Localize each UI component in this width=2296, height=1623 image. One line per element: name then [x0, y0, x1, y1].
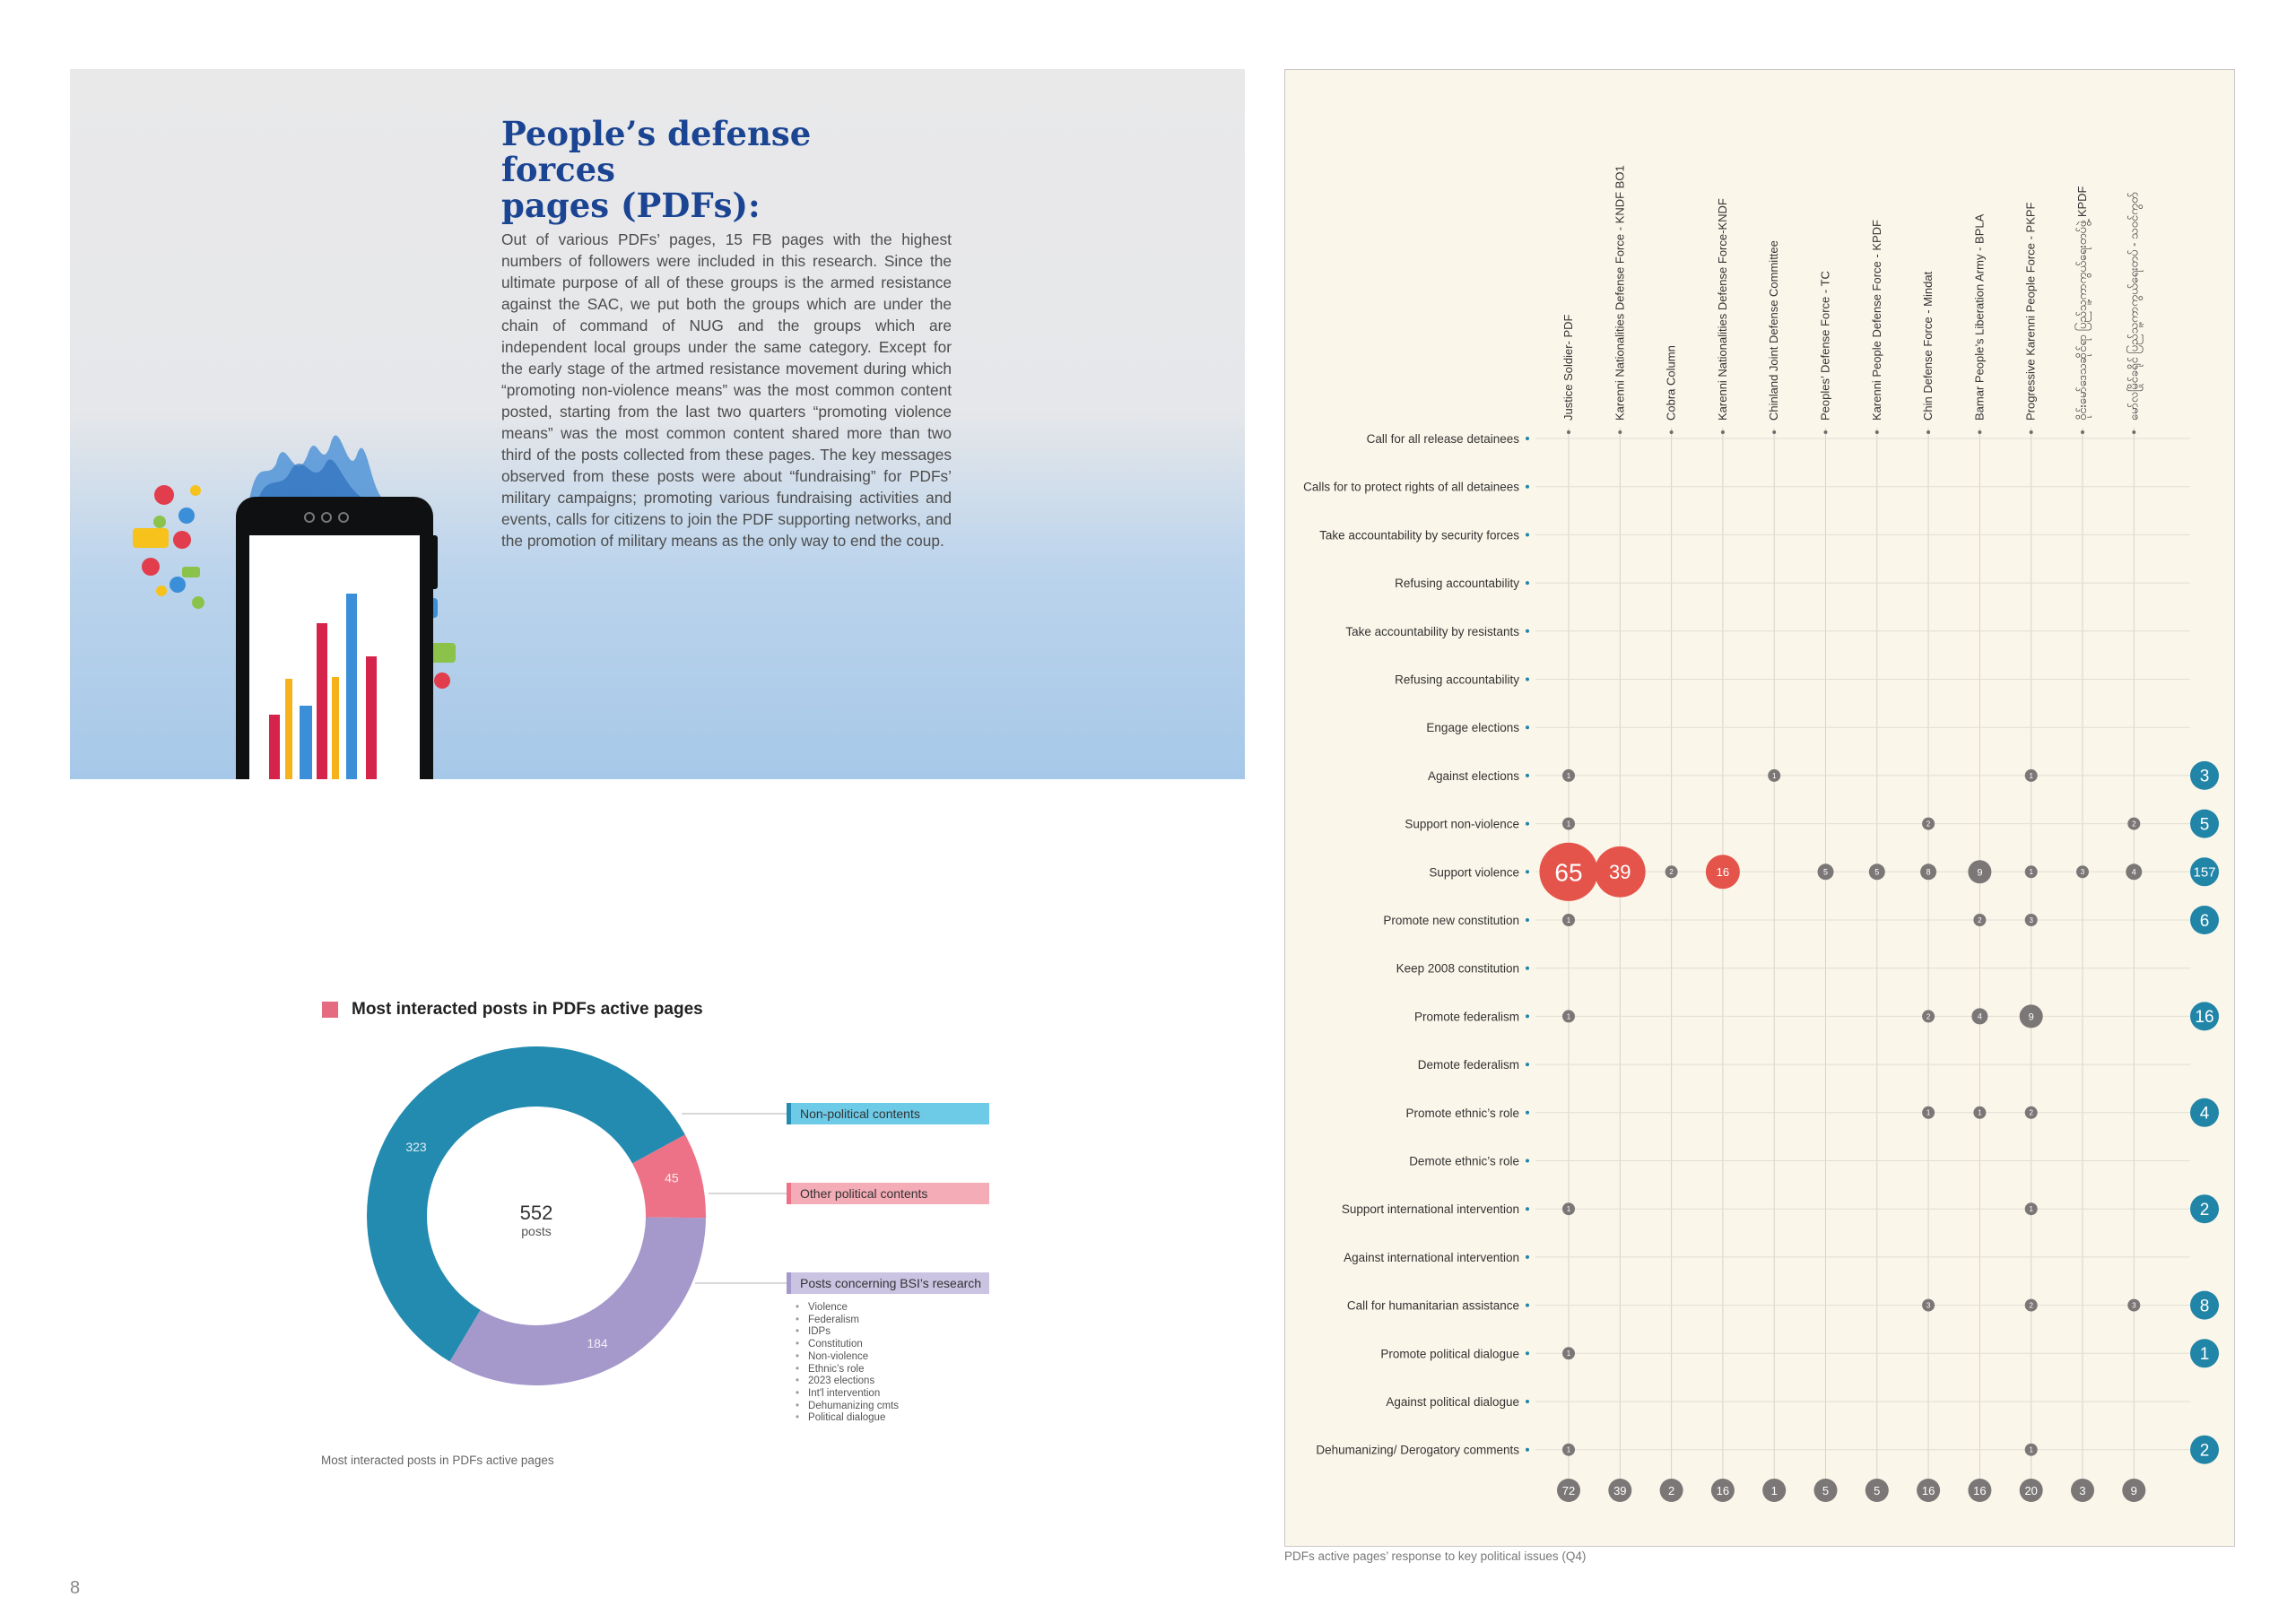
row-label: Take accountability by security forces	[1319, 528, 1519, 542]
page-number: 8	[70, 1578, 81, 1598]
cell-value: 1	[1926, 1108, 1931, 1117]
bsi-topic-item: • Federalism	[796, 1315, 899, 1327]
bsi-topic-item: • Non-violence	[796, 1351, 899, 1364]
row-label: Support non-violence	[1405, 817, 1519, 831]
row-label: Calls for to protect rights of all detainees	[1303, 480, 1519, 494]
column-header: Karenni People Defense Force - KPDF	[1869, 220, 1883, 421]
row-label: Take accountability by resistants	[1345, 624, 1519, 638]
row-total-value: 16	[2195, 1008, 2214, 1028]
bsi-topic-item: • Dehumanizing cmts	[796, 1401, 899, 1413]
bsi-topic-item: • Constitution	[796, 1339, 899, 1351]
row-label: Promote federalism	[1413, 1010, 1519, 1024]
cell-value: 1	[2029, 771, 2033, 780]
callout-non-political	[787, 1103, 989, 1124]
donut-value-label: 184	[587, 1336, 608, 1350]
column-total-value: 9	[2130, 1484, 2137, 1497]
bsi-topic-item: • Ethnic’s role	[796, 1364, 899, 1376]
cell-value: 9	[2028, 1011, 2034, 1023]
column-total-value: 5	[1874, 1484, 1881, 1497]
cell-value: 16	[1716, 864, 1730, 879]
cell-value: 5	[1822, 867, 1829, 877]
callout-label: Other political contents	[800, 1186, 928, 1201]
row-total-value: 2	[2199, 1441, 2210, 1461]
column-total-value: 72	[1561, 1484, 1576, 1497]
cell-value: 5	[1874, 867, 1880, 877]
social-icons-left	[133, 485, 204, 609]
legend-swatch	[322, 1002, 338, 1018]
row-label: Call for all release detainees	[1366, 432, 1519, 446]
cell-value: 8	[1926, 867, 1931, 877]
column-header: Karenni Nationalities Defense Force-KNDF	[1715, 198, 1729, 421]
cell-value: 1	[2029, 868, 2033, 877]
cell-value: 2	[1926, 1012, 1931, 1021]
cell-value: 2	[1669, 868, 1674, 877]
column-header: ဝိုင်းမော်ဒေသဆိုင်ရာ ပြည်သူ့ကာကွယ်ရေးတပ်ဖွဲ့ KPDF	[2075, 186, 2089, 421]
cell-value: 1	[1566, 820, 1571, 829]
donut-legend	[322, 1000, 703, 1020]
column-total-value: 16	[1921, 1484, 1935, 1497]
column-total-value: 3	[2079, 1484, 2086, 1497]
callout-bsi-research	[787, 1272, 989, 1294]
cell-value: 65	[1554, 858, 1583, 887]
donut-segment	[450, 1217, 706, 1385]
donut-total-unit: posts	[521, 1224, 552, 1238]
column-header: Justice Soldier- PDF	[1561, 314, 1575, 421]
cell-value: 1	[1566, 916, 1571, 924]
bsi-topic-item: • IDPs	[796, 1326, 899, 1339]
row-label: Refusing accountability	[1395, 673, 1519, 687]
row-label: Refusing accountability	[1395, 577, 1519, 591]
bsi-topic-list	[796, 1302, 899, 1425]
row-total-value: 1	[2199, 1345, 2210, 1365]
cell-value: 4	[2131, 867, 2136, 877]
cell-value: 2	[1926, 820, 1931, 829]
row-total-value: 6	[2199, 911, 2210, 931]
cell-value: 2	[2132, 820, 2136, 829]
row-label: Against political dialogue	[1386, 1395, 1519, 1409]
bsi-topic-item: • Violence	[796, 1302, 899, 1315]
column-header: Peoples’ Defense Force - TC	[1818, 271, 1832, 421]
cell-value: 1	[1566, 1350, 1571, 1358]
cell-value: 9	[1977, 867, 1983, 879]
row-label: Keep 2008 constitution	[1396, 961, 1519, 976]
cell-value: 2	[1978, 916, 1982, 924]
row-label: Engage elections	[1426, 721, 1519, 735]
row-total-value: 3	[2199, 767, 2210, 786]
callout-other-political	[787, 1183, 989, 1204]
page-title: People’s defense forces pages (PDFs):	[501, 114, 812, 225]
donut-value-label: 45	[665, 1170, 679, 1185]
donut-total: 552	[519, 1202, 553, 1224]
callout-label: Posts concerning BSI’s research	[800, 1276, 982, 1290]
cell-value: 3	[1926, 1301, 1931, 1310]
issue-response-matrix	[1284, 69, 2235, 1547]
cell-value: 3	[2132, 1301, 2136, 1310]
column-total-value: 16	[1973, 1484, 1987, 1497]
column-header: Progressive Karenni People Force - PKPF	[2023, 202, 2038, 421]
column-total-value: 39	[1613, 1484, 1627, 1497]
bsi-topic-item: • Political dialogue	[796, 1412, 899, 1425]
column-header: Karenni Nationalities Defense Force - KNDF BO1	[1613, 165, 1627, 421]
donut-value-label: 323	[405, 1140, 427, 1154]
matrix-caption: PDFs active pages’ response to key political issues (Q4)	[1284, 1549, 1587, 1563]
cell-value: 1	[1566, 1012, 1571, 1021]
row-label: Dehumanizing/ Derogatory comments	[1316, 1443, 1519, 1457]
donut-chart	[350, 1040, 735, 1399]
bsi-topic-item: • Int'l intervention	[796, 1388, 899, 1401]
row-label: Against international intervention	[1344, 1250, 1519, 1264]
column-header: Bamar People’s Liberation Army - BPLA	[1972, 213, 1987, 421]
cell-value: 39	[1609, 861, 1631, 884]
cell-value: 1	[2029, 1445, 2033, 1454]
row-total-value: 5	[2199, 815, 2210, 835]
cell-value: 3	[2080, 868, 2085, 877]
column-header: မော်လမြိုင်ခရိုင် ပြည်သူ့ကာကွယ်ရေးတပ် - သဝင်ကွတ်	[2126, 192, 2141, 421]
row-total-value: 157	[2193, 864, 2216, 881]
donut-legend-title: Most interacted posts in PDFs active pages	[352, 1000, 703, 1019]
row-total-value: 2	[2199, 1201, 2210, 1220]
intro-paragraph: Out of various PDFs’ pages, 15 FB pages with the highest numbers of followers were included in this research. Since the ultimate purpose of all of these groups is the armed resistance against the SAC, we put both the groups which are under the chain of command of NUG and the groups which are independent local groups under the same category. Except for the early stage of the artmed resistance movement during which “promoting non-violence means” was the most common content posted, starting from the last two quarters “promoting violence means” was the most common content shared more than two third of the posts collected from these pages. The key messages observed from these posts were about “fundraising” for PDFs’ military campaigns; promoting various fundraising activities and events, calls for citizens to join the PDF supporting networks, and the promotion of military means as the only way to end the coup.	[501, 230, 952, 550]
cell-value: 1	[1566, 771, 1571, 780]
row-label: Promote new constitution	[1383, 914, 1519, 927]
row-total-value: 8	[2199, 1297, 2210, 1316]
column-header: Chinland Joint Defense Committee	[1767, 240, 1781, 421]
cell-value: 1	[1978, 1108, 1982, 1117]
column-header: Cobra Column	[1664, 345, 1678, 421]
column-total-value: 20	[2024, 1484, 2038, 1497]
cell-value: 3	[2029, 916, 2033, 924]
row-label: Promote political dialogue	[1380, 1347, 1519, 1361]
row-label: Support international intervention	[1341, 1202, 1519, 1217]
row-label: Call for humanitarian assistance	[1346, 1298, 1519, 1313]
cell-value: 1	[1566, 1205, 1571, 1214]
row-label: Demote federalism	[1417, 1058, 1519, 1072]
column-total-value: 5	[1822, 1484, 1830, 1497]
cell-value: 1	[1771, 771, 1777, 780]
row-label: Against elections	[1427, 768, 1519, 783]
row-total-value: 4	[2199, 1104, 2210, 1124]
row-label: Support violence	[1429, 865, 1519, 880]
cell-value: 2	[2029, 1301, 2033, 1310]
row-label: Promote ethnic’s role	[1405, 1106, 1519, 1120]
column-total-value: 1	[1770, 1484, 1778, 1497]
column-total-value: 2	[1667, 1484, 1675, 1497]
bsi-topic-item: • 2023 elections	[796, 1376, 899, 1388]
cell-value: 2	[2029, 1108, 2033, 1117]
donut-caption: Most interacted posts in PDFs active pages	[321, 1454, 554, 1467]
cell-value: 4	[1977, 1011, 1982, 1021]
callout-label: Non-political contents	[800, 1107, 920, 1121]
column-total-value: 16	[1716, 1484, 1730, 1497]
column-header: Chin Defense Force - Mindat	[1921, 271, 1935, 421]
cell-value: 1	[1566, 1445, 1571, 1454]
hero-banner	[70, 69, 1245, 779]
cell-value: 1	[2029, 1205, 2033, 1214]
row-label: Demote ethnic’s role	[1409, 1154, 1519, 1168]
phone-illustration	[97, 356, 518, 779]
